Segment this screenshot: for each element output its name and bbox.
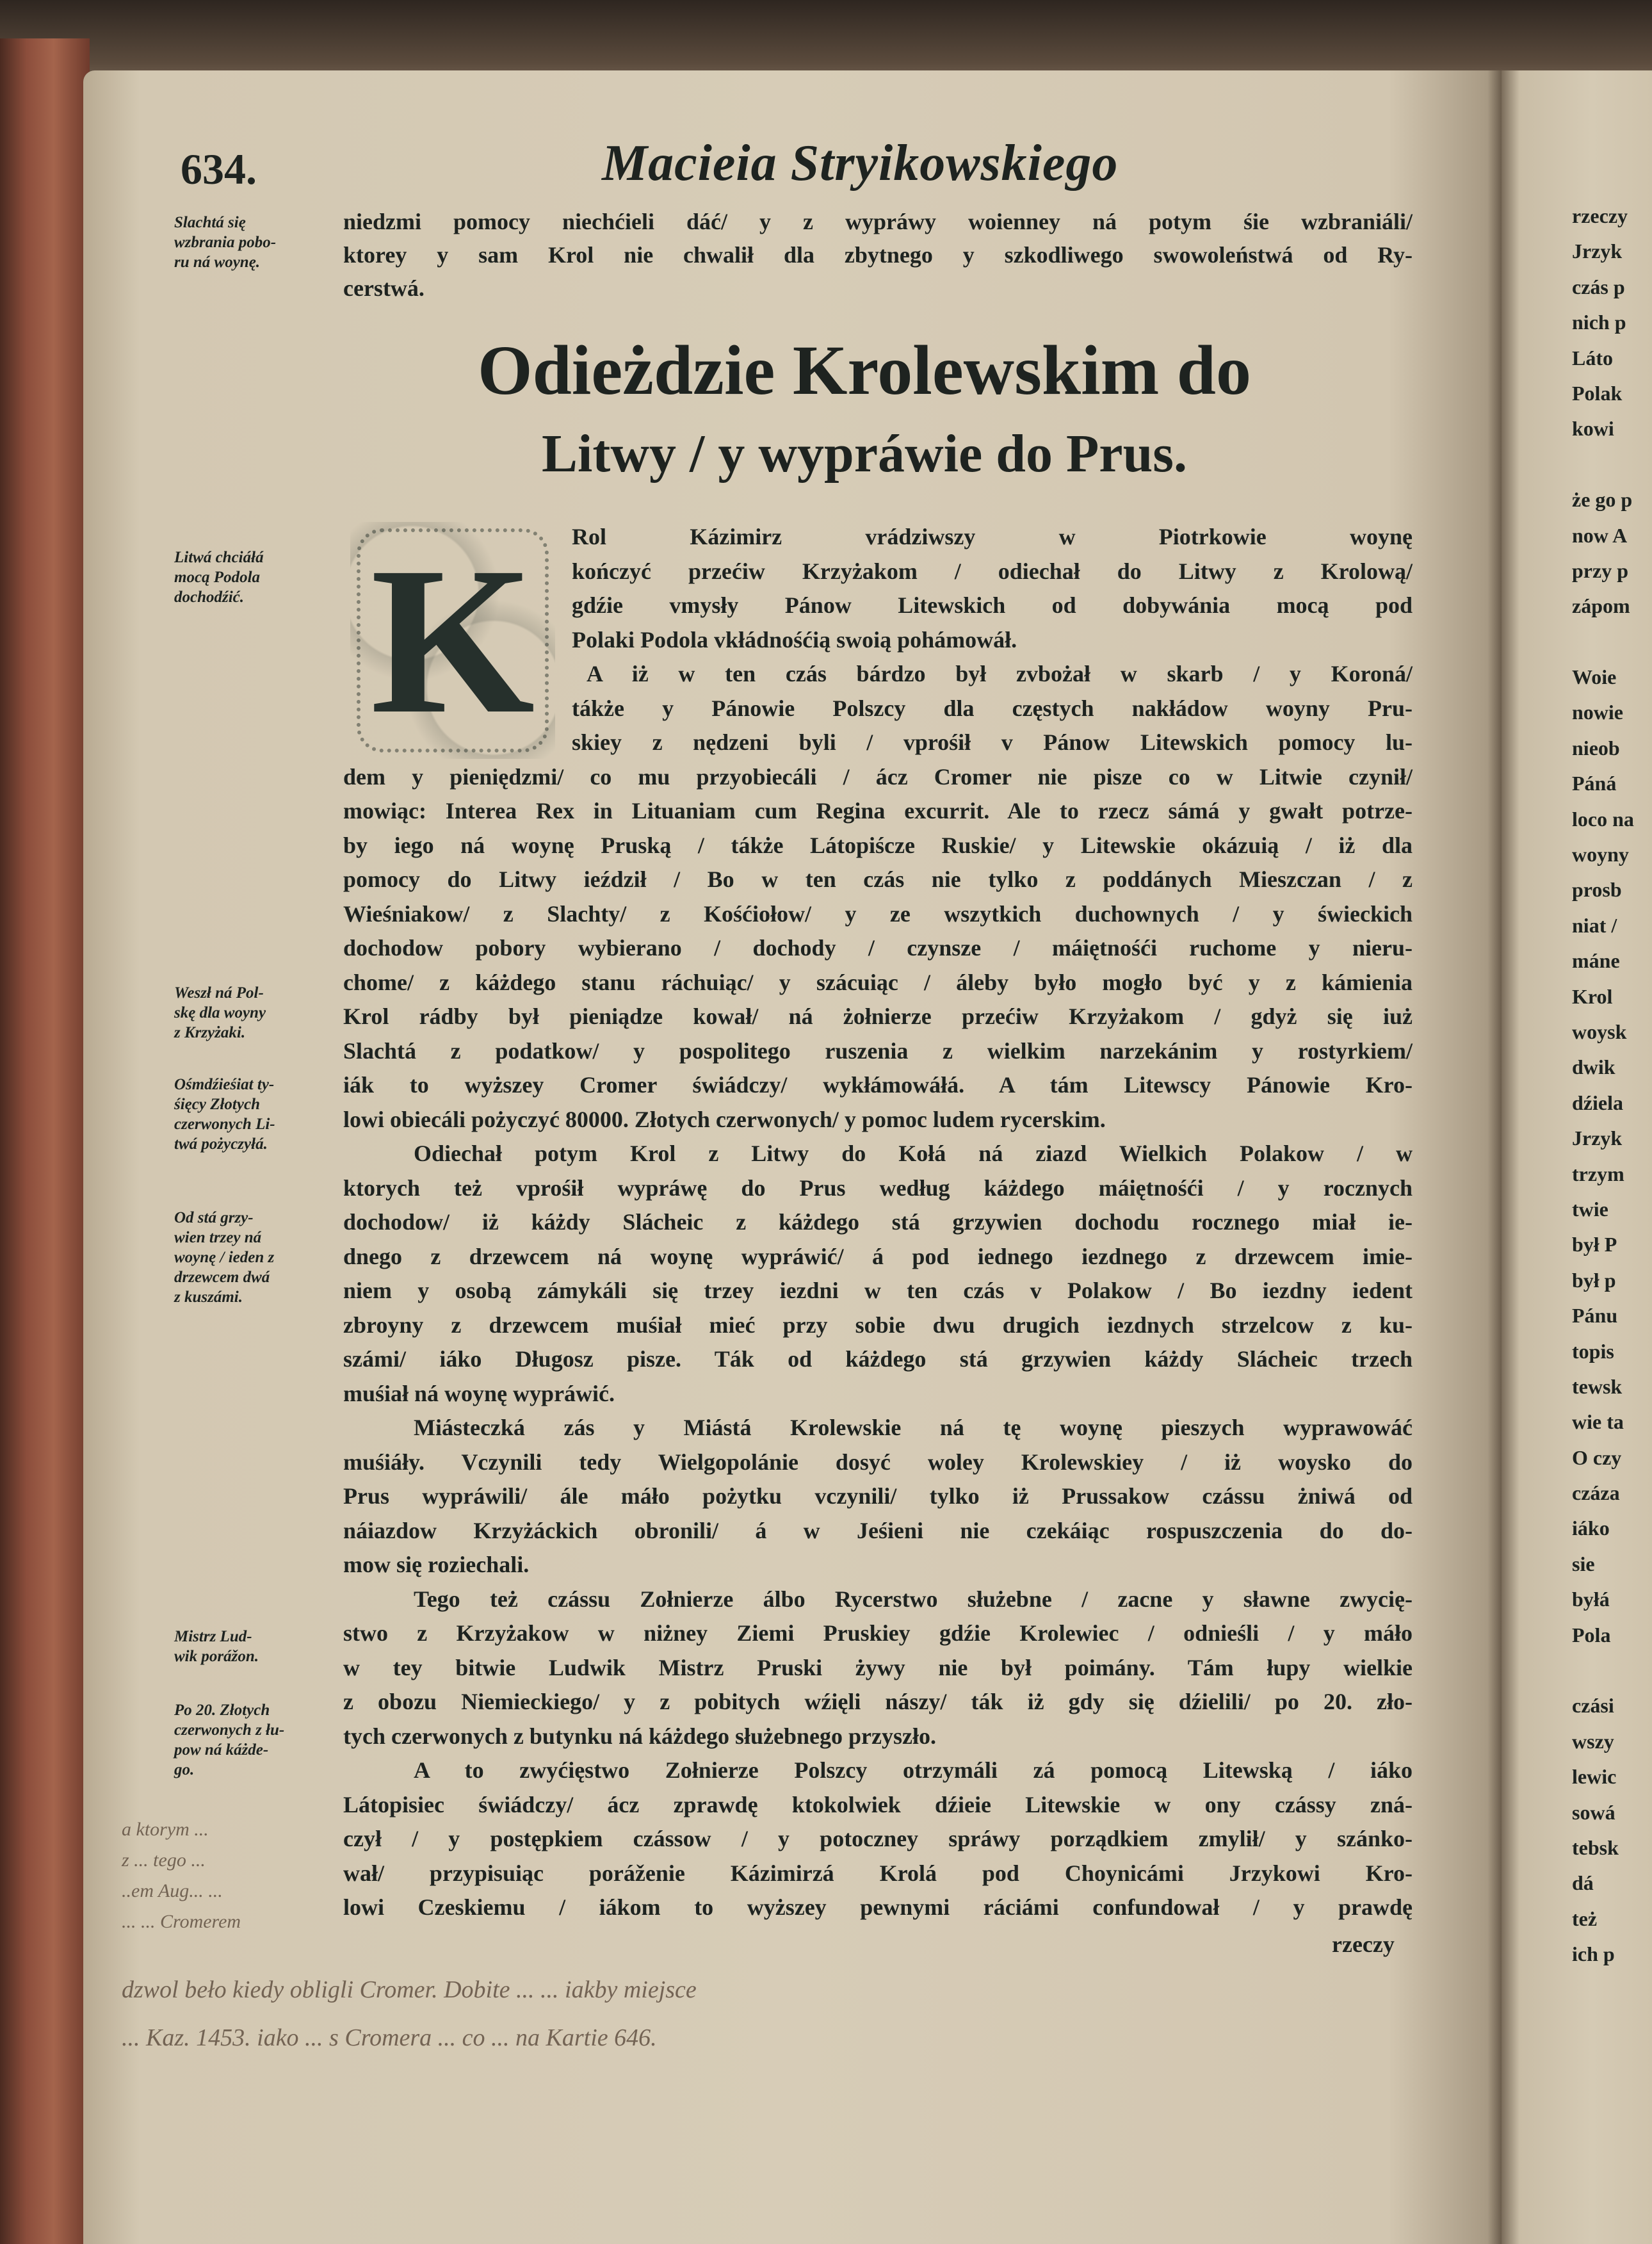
text-line: też (1572, 1907, 1598, 1930)
text-line: w tey bitwie Ludwik Mistrz Pruski żywy nie był poimány. Tám łupy wielkie (343, 1654, 1413, 1680)
margin-note (174, 1075, 331, 1154)
text-line: muśiał ná woynę wypráwić. (343, 1380, 615, 1406)
text-line: tych czerwonych z butynku ná káżdego służebnego przyszło. (343, 1723, 936, 1749)
margin-note-line: wien trzey ná (174, 1229, 262, 1246)
text-line: Tego też czássu Zołnierze álbo Rycerstwo służebne / zacne y sławne zwycię- (414, 1586, 1413, 1612)
text-line: dwik (1572, 1055, 1616, 1079)
intro-text (343, 205, 1413, 305)
text-line: zápom (1572, 594, 1630, 618)
text-line: dem y pieniędzmi/ co mu przyobiecáli / ácz Cromer nie pisze co w Litwie czynił/ (343, 763, 1413, 790)
text-line: był p (1572, 1268, 1616, 1292)
text-line: wał/ przypisuiąc poráženie Kázimirzá Krolá pod Choynicámi Jrzykowi Kro- (343, 1860, 1413, 1886)
text-line: czáza (1572, 1481, 1620, 1505)
margin-note-line: wzbrania pobo- (174, 234, 277, 251)
text-line: wszy (1572, 1729, 1614, 1753)
text-line: ktorych też vprośił wypráwę do Prus według káżdego máiętnośći / y rocznych (343, 1175, 1413, 1201)
text-line: niem y osobą zámykáli się trzey iezdni w ten czás v Polakow / Bo iezdny iedent (343, 1278, 1413, 1303)
text-line: czási (1572, 1694, 1614, 1718)
margin-note-line: drzewcem dwá (174, 1269, 270, 1286)
text-line: sie (1572, 1552, 1595, 1575)
text-line: byłá (1572, 1588, 1610, 1611)
text-line: kończyć przećiw Krzyżakom / odiechał do Litwy z Krolową/ (572, 558, 1413, 584)
handwritten-note: ... Kaz. 1453. iako ... s Cromera ... co ... na Kartie 646. (122, 2024, 657, 2051)
text-line: by iego ná woynę Pruską / tákże Látopiścze Ruskie/ y Litewskie okázuią / iż dla (343, 832, 1413, 858)
text-line: loco na (1572, 807, 1634, 831)
handwritten-note: a ktorym ... (122, 1819, 209, 1840)
chapter-subheading: Litwy / y wypráwie do Prus. (542, 424, 1187, 484)
text-line: Rol Kázimirz vrádziwszy w Piotrkowie woynę (572, 524, 1413, 549)
text-line: Pánu (1572, 1304, 1618, 1328)
margin-note-line: wik porážon. (174, 1648, 259, 1665)
text-line: Krol rádby był pieniądze kował/ ná żołnierze przećiw Krzyżakom / gdyż się iuż (343, 1004, 1413, 1029)
text-line: Jrzyk (1572, 240, 1623, 263)
text-line: tewsk (1572, 1374, 1623, 1398)
margin-note-line: woynę / ieden z (174, 1249, 275, 1266)
margin-note-line: z kuszámi. (174, 1289, 243, 1306)
text-line: dá (1572, 1871, 1594, 1895)
margin-note-line: pow ná káżde- (174, 1741, 269, 1759)
text-line: dźiela (1572, 1091, 1623, 1114)
text-line: twie (1572, 1197, 1608, 1221)
text-line: trzym (1572, 1162, 1624, 1185)
text-line: mowiąc: Interea Rex in Lituaniam cum Regina excurrit. Ale to rzecz sámá y gwałt potrze- (343, 798, 1413, 824)
margin-note (174, 1700, 331, 1780)
margin-note-line: Od stá grzy- (174, 1209, 254, 1226)
margin-note-line: Litwá chciáłá (174, 549, 264, 566)
text-line: kowi (1572, 417, 1614, 441)
text-line: chome/ z káżdego stanu ráchuiąc/ y szácuiąc / áleby było mogło być y z kámienia (343, 969, 1413, 995)
decorated-initial: K (350, 522, 555, 759)
margin-note-line: ru ná woynę. (174, 254, 261, 271)
text-line: muśiáły. Vczynili tedy Wielgopolánie dosyć woley Krolewskiey / iż woysko do (343, 1449, 1413, 1475)
text-line: Polaki Podola vkłádnośćią swoią pohámowáł. (572, 626, 1017, 653)
text-line: Slachtá z podatkow/ y pospolitego ruszenia z wielkim narzekánim y rostyrkiem/ (343, 1037, 1413, 1064)
margin-note (174, 983, 331, 1043)
margin-note-line: Po 20. Złotych (174, 1702, 270, 1719)
margin-note-line: dochodźić. (174, 589, 245, 606)
text-line: lowi Czeskiemu / iákom to wyższey pewnymi ráciámi confundował / y prawdę (343, 1894, 1413, 1920)
text-line: nieob (1572, 736, 1620, 760)
handwritten-note: dzwol beło kiedy obligli Cromer. Dobite ... ... iakby miejsce (122, 1976, 697, 2003)
text-line: z obozu Niemieckiego/ y z pobitych wźięli nászy/ ták iż gdy się dźielili/ po 20. zło- (343, 1689, 1413, 1714)
text-line: O czy (1572, 1445, 1622, 1469)
text-line: woyny (1572, 843, 1629, 866)
text-line: wie ta (1572, 1410, 1624, 1434)
text-line: był P (1572, 1233, 1617, 1256)
text-line: Prus wypráwili/ ále máło pożytku vczynili/ tylko iż Prussakow czássu żniwá od (343, 1483, 1413, 1509)
text-line: Odiechał potym Krol z Litwy do Kołá ná ziazd Wielkich Polakow / w (414, 1141, 1413, 1166)
text-line: A iż w ten czás bárdzo był zvbożał w skarb / y Koroná/ (587, 661, 1413, 687)
text-line: przy p (1572, 558, 1628, 582)
text-line: dochodow pobory wybierano / dochody / czynsze / máiętnośći ruchome y nieru- (343, 935, 1413, 961)
text-line: náiazdow Krzyżáckich obronili/ á w Jeśieni nie czekáiąc rospuszczenia do do- (343, 1517, 1413, 1543)
text-line: niedzmi pomocy niechćieli dáć/ y z wypráwy woienney ná potym śie wzbraniáli/ (343, 209, 1413, 234)
text-line: skiey z nędzeni byli / vprośił v Pánow Litewskich pomocy lu- (572, 729, 1413, 755)
margin-note-line: skę dla woyny (174, 1004, 266, 1021)
text-line: dnego z drzewcem ná woynę wypráwić/ á pod iednego iezdnego z drzewcem imie- (343, 1243, 1413, 1269)
text-line: cerstwá. (343, 275, 425, 301)
text-line: woysk (1572, 1020, 1627, 1043)
margin-note (174, 213, 331, 272)
text-line: Láto (1572, 346, 1613, 370)
text-line: Woie (1572, 665, 1617, 689)
text-line (1572, 1653, 1649, 1688)
page-number: 634. (181, 145, 257, 193)
text-line: stwo z Krzyżakow w niżney Ziemi Pruskiey gdźie Krolewiec / odnieśli / y máło (343, 1620, 1413, 1646)
text-line (1572, 624, 1649, 660)
text-line: Miásteczká zás y Miástá Krolewskie ná tę woynę pieszych wyprawowáć (414, 1415, 1413, 1440)
text-line: pomocy do Litwy ieździł / Bo w ten czás nie tylko z poddánych Mieszczan / z (343, 866, 1413, 892)
text-line: Polak (1572, 381, 1623, 405)
text-line: nowie (1572, 701, 1623, 724)
running-title: Macieia Stryikowskiego (602, 135, 1119, 191)
text-line: ktorey y sam Krol nie chwalił dla zbytnego y szkodliwego swowoleństwá od Ry- (343, 242, 1413, 268)
margin-note-line: twá pożyczyłá. (174, 1135, 268, 1153)
margin-note (174, 1208, 331, 1307)
text-line: számi/ iáko Długosz pisze. Ták od káżdego stá grzywien káżdy Slácheic trzech (343, 1346, 1413, 1372)
text-line: dochodow/ iż káżdy Slácheic z káżdego stá grzywien dochodu rocznego miał ie- (343, 1209, 1413, 1235)
text-line: rzeczy (1572, 204, 1628, 227)
text-line: Pola (1572, 1623, 1611, 1646)
text-line: mow się roziechali. (343, 1552, 530, 1577)
handwritten-note: ... ... Cromerem (122, 1911, 241, 1932)
text-line: zbroyny z drzewcem muśiał mieć przy sobie dwu drugich iezdnych strzelcow z ku- (343, 1312, 1413, 1338)
text-line: lowi obiecáli pożyczyć 80000. Złotych czerwonych/ y pomoc ludem rycerskim. (343, 1106, 1106, 1132)
catchword: rzeczy (1332, 1931, 1395, 1957)
text-line: Wieśniakow/ z Slachty/ z Kośćiołow/ y ze wszytkich duchownych / y świeckich (343, 900, 1413, 927)
text-line: sowá (1572, 1800, 1616, 1824)
margin-note-line: czerwonych Li- (174, 1116, 275, 1133)
margin-note-line: Slachtá się (174, 214, 246, 231)
text-line: czył / y postępkiem czássow / y potoczney spráwy porządkiem zmylił/ y szánko- (343, 1826, 1413, 1851)
text-line: topis (1572, 1339, 1614, 1363)
text-line: tebsk (1572, 1835, 1619, 1859)
text-line: tákże y Pánowie Polszcy dla częstych nakłádow woyny Pru- (572, 695, 1413, 721)
margin-note-line: Ośmdźieśiat ty- (174, 1076, 275, 1093)
text-line: Krol (1572, 984, 1613, 1008)
body-text (343, 520, 1413, 1925)
text-line: Páná (1572, 772, 1617, 795)
text-line: prosb (1572, 878, 1622, 902)
text-line: iáko (1572, 1516, 1610, 1540)
margin-note (174, 548, 331, 607)
text-line: że go p (1572, 488, 1633, 512)
margin-note-line: Mistrz Lud- (174, 1628, 252, 1645)
text-line: iák to wyższey Cromer świádczy/ wykłámowáłá. A tám Litewscy Pánowie Kro- (343, 1072, 1413, 1098)
text-line: máne (1572, 949, 1620, 973)
text-line: gdźie vmysły Pánow Litewskich od dobywánia mocą pod (572, 592, 1413, 618)
text-line: niat / (1572, 913, 1617, 937)
chapter-heading: Odieżdzie Krolewskim do (478, 331, 1251, 409)
text-line: Látopisiec świádczy/ ácz zprawdę ktokolwiek dźieie Litewskie w ony czássy zná- (343, 1791, 1413, 1817)
handwritten-note: z ... tego ... (122, 1850, 206, 1871)
text-line: now A (1572, 523, 1628, 547)
text-line (1572, 447, 1649, 482)
handwritten-note: ..em Aug... ... (122, 1880, 223, 1901)
margin-note-line: czerwonych z łu- (174, 1721, 285, 1739)
margin-note-line: śięcy Złotych (174, 1096, 260, 1113)
text-line: A to zwyćięstwo Zołnierze Polszcy otrzymáli zá pomocą Litewską / iáko (414, 1757, 1413, 1783)
margin-note-line: mocą Podola (174, 569, 261, 586)
margin-note (174, 1627, 331, 1666)
text-line: Jrzyk (1572, 1126, 1623, 1150)
margin-note-line: z Krzyżaki. (174, 1024, 246, 1041)
margin-note-line: go. (174, 1761, 195, 1778)
text-line: lewic (1572, 1765, 1617, 1789)
book-fore-edge (0, 38, 90, 2244)
text-line: czás p (1572, 275, 1625, 298)
margin-note-line: Weszł ná Pol- (174, 984, 264, 1002)
text-line: nich p (1572, 311, 1626, 334)
text-line: ich p (1572, 1942, 1615, 1966)
right-page-text (1572, 199, 1649, 1972)
